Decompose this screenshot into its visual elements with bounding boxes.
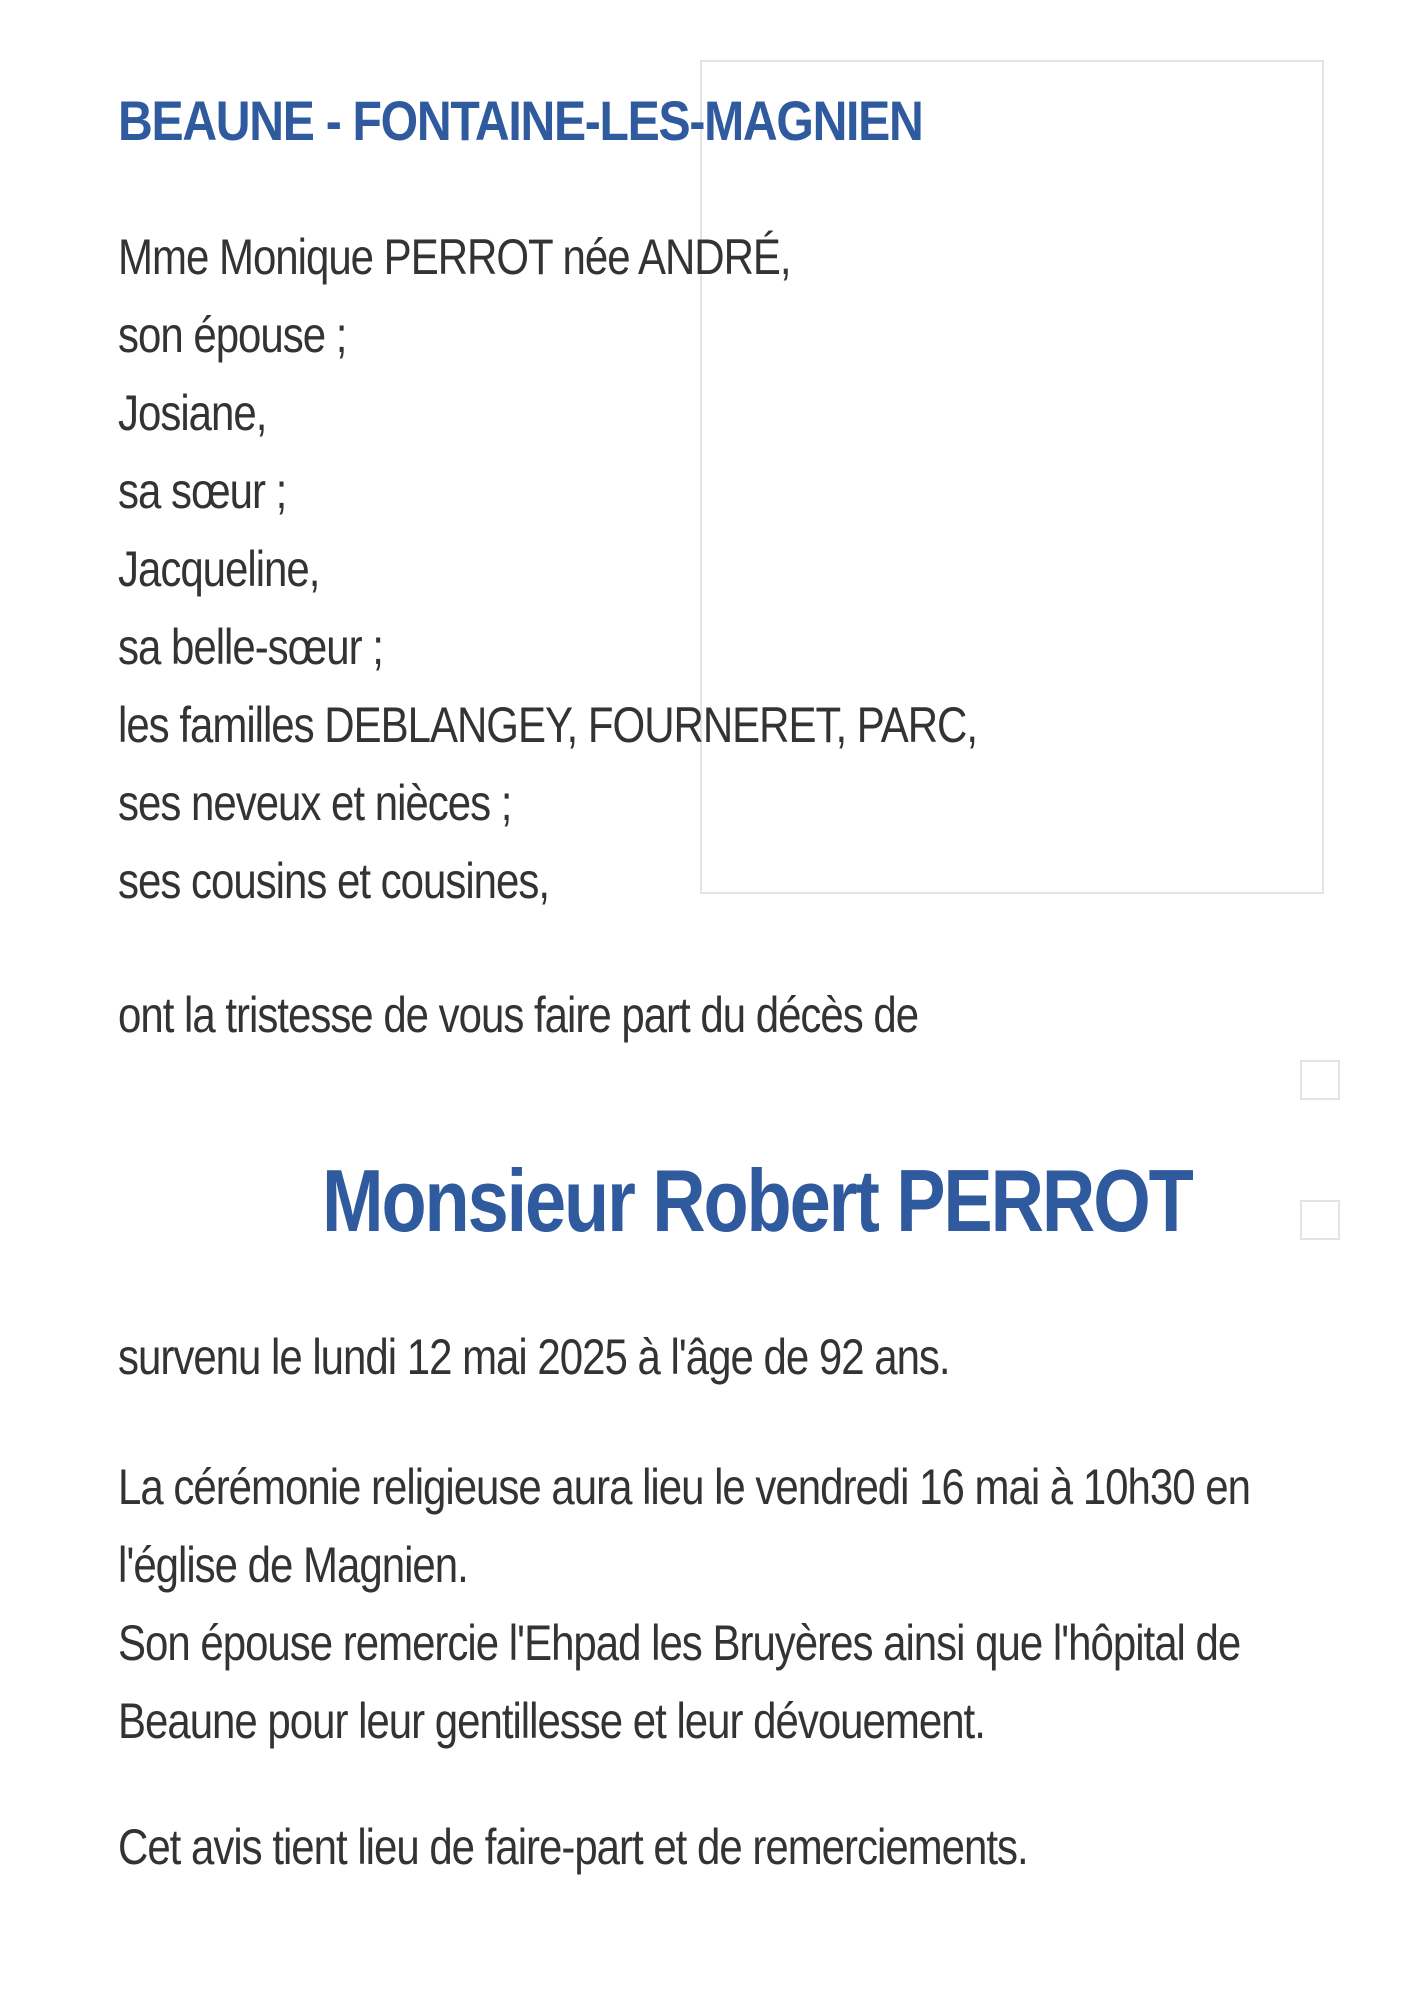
deceased-name: Monsieur Robert PERROT bbox=[322, 1151, 1192, 1250]
family-line: les familles DEBLANGEY, FOURNERET, PARC, bbox=[118, 697, 978, 753]
town-heading: BEAUNE - FONTAINE-LES-MAGNIEN bbox=[118, 89, 923, 152]
family-line: ses neveux et nièces ; bbox=[118, 775, 512, 831]
family-line: son épouse ; bbox=[118, 307, 347, 363]
ceremony-line: l'église de Magnien. bbox=[118, 1537, 468, 1593]
bleed-through-checkbox bbox=[1300, 1200, 1340, 1240]
family-line: ses cousins et cousines, bbox=[118, 853, 550, 909]
thanks-line: Son épouse remercie l'Ehpad les Bruyères ainsi que l'hôpital de bbox=[118, 1615, 1241, 1671]
death-info: survenu le lundi 12 mai 2025 à l'âge de 92 ans. bbox=[118, 1329, 950, 1385]
family-line: Josiane, bbox=[118, 385, 267, 441]
family-line: Jacqueline, bbox=[118, 541, 320, 597]
ceremony-line: La cérémonie religieuse aura lieu le vendredi 16 mai à 10h30 en bbox=[118, 1459, 1250, 1515]
bleed-through-frame bbox=[700, 60, 1324, 894]
announcement-text: ont la tristesse de vous faire part du décès de bbox=[118, 987, 919, 1043]
family-line: sa sœur ; bbox=[118, 463, 287, 519]
closing-text: Cet avis tient lieu de faire-part et de remerciements. bbox=[118, 1819, 1028, 1875]
family-line: sa belle-sœur ; bbox=[118, 619, 383, 675]
thanks-line: Beaune pour leur gentillesse et leur dévouement. bbox=[118, 1693, 985, 1749]
family-line: Mme Monique PERROT née ANDRÉ, bbox=[118, 229, 791, 285]
bleed-through-checkbox bbox=[1300, 1060, 1340, 1100]
